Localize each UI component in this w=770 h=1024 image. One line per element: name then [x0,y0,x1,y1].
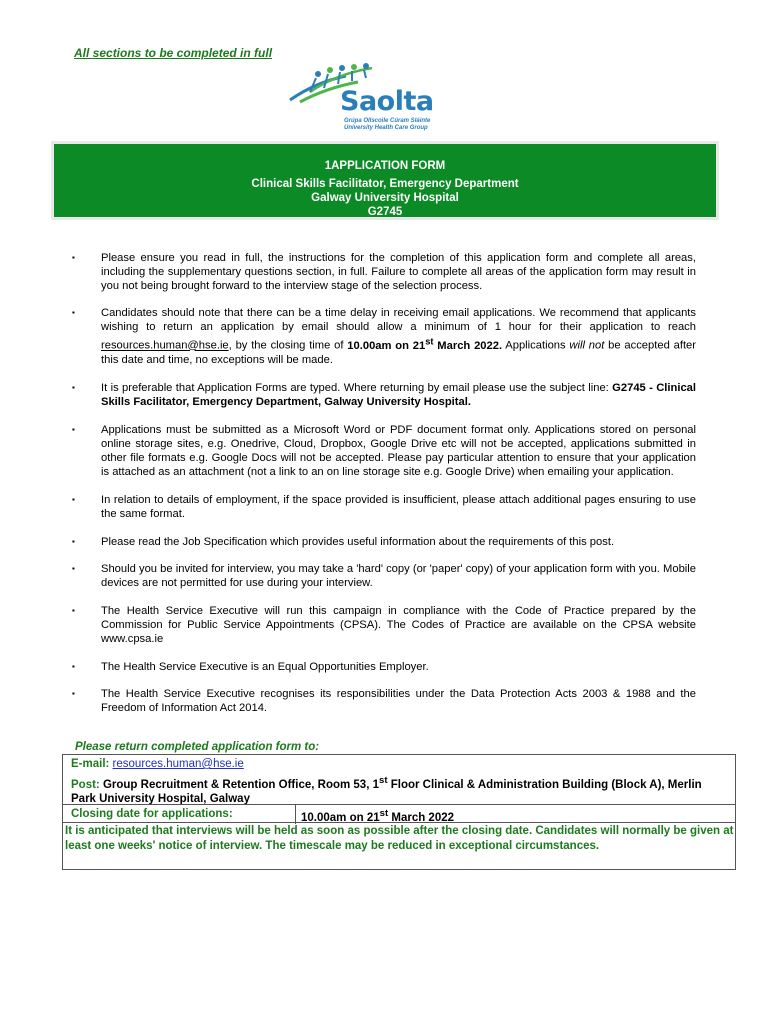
return-address-box [62,754,736,823]
bullet-icon: ▪ [72,382,75,392]
bullet-icon: ▪ [72,688,75,698]
closing-date-label: Closing date for applications: [71,808,233,820]
list-item: ▪ Please ensure you read in full, the instructions for the completion of this application form and complete all areas, including the supplementary questions section, in full. Failure to complete all areas of the application form may result in you not being brought forward to the interview stage of the selection process. [72,252,696,292]
job-reference: G2745 [367,206,403,218]
bullet-icon: ▪ [72,563,75,573]
list-item: ▪ Applications must be submitted as a Microsoft Word or PDF document format only. Applications stored on personal online storage sites, e.g. Onedrive, Cloud, Dropbox, Google Drive etc will not be accepted, applications submitted in other file formats e.g. Google Docs will not be accepted. Please pay particular attention to ensure that your application is attached as an attachment (not a link to an on line storage site e.g. Google Drive) when emailing your application. [72,423,696,478]
list-item: ▪ The Health Service Executive is an Equal Opportunities Employer. [72,660,429,673]
form-title: 1APPLICATION FORM [324,160,446,172]
hospital-name: Galway University Hospital [311,192,459,204]
logo-tagline-english: University Health Care Group [344,125,428,131]
bullet-icon: ▪ [72,661,75,671]
bullet-icon: ▪ [72,424,75,434]
instructions-note: All sections to be completed in full [74,46,273,60]
email-subject-line: G2745 - Clinical Skills Facilitator, Emergency Department, Galway University Hospital. [101,381,697,408]
saolta-logo [286,62,476,134]
return-post-address: Post: Group Recruitment & Retention Office, Room 53, 1st Floor Clinical & Administration Building (Block A), Merlin Park University Hospital, Galway [71,775,702,805]
instructions-list [70,251,696,715]
return-address-heading: Please return completed application form to: [75,741,320,753]
closing-date-row [63,804,735,824]
list-item: ▪ Should you be invited for interview, you may take a 'hard' copy (or 'paper' copy) of your application form with you. Mobile devices are not permitted for use during your interview. [72,562,696,589]
closing-date-value: 10.00am on 21st March 2022 [301,808,455,824]
list-item: ▪ The Health Service Executive recognises its responsibilities under the Data Protection Acts 2003 & 1988 and the Freedom of Information Act 2014. [72,687,696,714]
bullet-icon: ▪ [72,253,75,262]
job-title: Clinical Skills Facilitator, Emergency Department [251,178,519,190]
list-item: ▪ Candidates should note that there can be a time delay in receiving email applications. We recommend that applicants wishing to return an application by email should allow a minimum of 1 hour for their application to reach resources.human@hse.ie, by the closing time of 10.00am on 21st March 2022. Applications will not be accepted after this date and time, no exceptions will be made. [72,307,696,366]
list-item: ▪ Please read the Job Specification which provides useful information about the requirements of this post. [72,535,615,548]
logo-wordmark: Saolta [340,86,434,117]
list-item: ▪ The Health Service Executive will run this campaign in compliance with the Code of Practice prepared by the Commission for Public Service Appointments (CPSA). The Codes of Practice are available on the CPSA website www.cpsa.ie [72,604,696,645]
bullet-icon: ▪ [72,494,75,504]
return-email: E-mail: resources.human@hse.ie [71,758,244,770]
interview-notice: It is anticipated that interviews will be held as soon as possible after the closing date. Candidates will normally be given at least one weeks' notice of interview. The timescale may be reduced in exceptional circumstances. [62,823,736,870]
form-title-banner [51,141,719,220]
email-link[interactable]: resources.human@hse.ie [101,339,229,352]
return-email-link[interactable]: resources.human@hse.ie [112,758,244,770]
table-divider [295,805,296,824]
bullet-icon: ▪ [72,308,75,317]
bullet-icon: ▪ [72,536,75,546]
list-item: ▪ In relation to details of employment, if the space provided is insufficient, please attach additional pages ensuring to use the same format. [72,493,696,520]
bullet-icon: ▪ [72,605,75,615]
list-item: ▪ It is preferable that Application Forms are typed. Where returning by email please use the subject line: G2745 - Clinical Skills Facilitator, Emergency Department, Galway University Hospital. [72,381,697,408]
logo-tagline-irish: Grúpa Ollscoile Cúram Sláinte [344,118,431,124]
